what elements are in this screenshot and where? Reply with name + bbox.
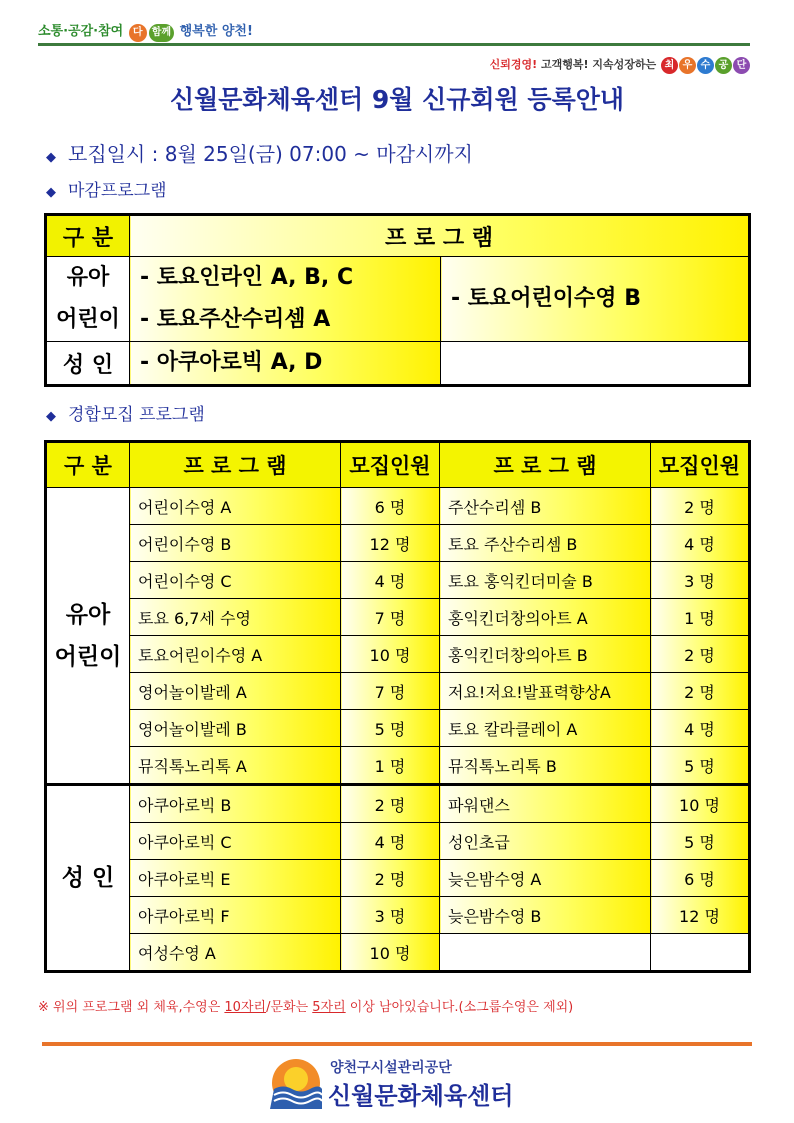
closed-program-item: - 토요어린이수영 B (451, 286, 641, 311)
competitive-heading-text: 경합모집 프로그램 (68, 405, 205, 425)
enrollment-count-cell: 4 명 (651, 710, 750, 747)
closed-category-child (46, 257, 130, 342)
closed-heading (46, 176, 167, 201)
table-row (46, 599, 750, 636)
table-row (46, 636, 750, 673)
note-part3: 이상 남아있습니다.(소그룹수영은 제외) (345, 1000, 574, 1015)
table-row (46, 562, 750, 599)
comp-category-line: 유아 (65, 601, 111, 628)
enrollment-count-cell: 3 명 (341, 897, 440, 934)
note-underline-1: 10자리 (224, 1000, 267, 1015)
enrollment-count-cell: 4 명 (651, 525, 750, 562)
closed-category-adult: 성 인 (46, 342, 130, 386)
program-name-cell: 여성수영 A (130, 934, 341, 972)
enrollment-count-cell (651, 934, 750, 972)
closed-category-child-l1: 유아 (66, 265, 110, 290)
closed-program-item: - 아쿠아로빅 A, D (140, 350, 323, 375)
note-mark: ※ (38, 1000, 49, 1015)
closed-child-right (441, 257, 750, 342)
program-name-cell: 성인초급 (440, 823, 651, 860)
program-name-cell: 뮤직톡노리톡 A (130, 747, 341, 785)
closed-program-item: - 토요주산수리셈 A (140, 307, 331, 332)
recruit-date-text: 모집일시 : 8월 25일(금) 07:00 ~ 마감시까지 (68, 142, 473, 166)
slogan-left (38, 20, 253, 42)
program-name-cell: 아쿠아로빅 C (130, 823, 341, 860)
slogan-mark-1: 다 (129, 24, 147, 42)
closed-category-child-l2: 어린이 (56, 307, 120, 332)
enrollment-count-cell: 5 명 (651, 747, 750, 785)
enrollment-count-cell: 4 명 (341, 562, 440, 599)
closed-program-item: - 토요인라인 A, B, C (140, 265, 354, 290)
program-name-cell: 영어놀이발레 B (130, 710, 341, 747)
slogan-badge-4: 공 (715, 57, 732, 74)
table-row (46, 710, 750, 747)
enrollment-count-cell: 7 명 (341, 599, 440, 636)
table-row (46, 525, 750, 562)
enrollment-count-cell: 2 명 (341, 860, 440, 897)
slogan-right (490, 56, 750, 74)
program-name-cell: 홍익킨더창의아트 A (440, 599, 651, 636)
program-name-cell (440, 934, 651, 972)
slogan-left-prefix: 소통·공감·참여 (38, 24, 124, 39)
closed-heading-text: 마감프로그램 (68, 181, 167, 201)
table-row (46, 860, 750, 897)
enrollment-count-cell: 10 명 (651, 785, 750, 823)
closed-adult-left (130, 342, 441, 386)
enrollment-count-cell: 7 명 (341, 673, 440, 710)
comp-category-line: 성 인 (61, 865, 115, 891)
table-row (46, 823, 750, 860)
program-name-cell: 어린이수영 C (130, 562, 341, 599)
comp-category (46, 785, 130, 972)
competitive-table-body (46, 488, 750, 972)
enrollment-count-cell: 12 명 (341, 525, 440, 562)
slogan-badges (660, 58, 750, 71)
program-name-cell: 아쿠아로빅 E (130, 860, 341, 897)
program-name-cell: 토요 주산수리셈 B (440, 525, 651, 562)
slogan-right-red: 신뢰경영! (489, 58, 538, 71)
comp-category-line: 어린이 (54, 643, 122, 670)
footer-org-sub: 양천구시설관리공단 (330, 1060, 452, 1076)
closed-header-category: 구 분 (46, 215, 130, 257)
closed-program-table (44, 213, 751, 387)
slogan-badge-3: 수 (697, 57, 714, 74)
program-name-cell: 아쿠아로빅 F (130, 897, 341, 934)
program-name-cell: 늦은밤수영 B (440, 897, 651, 934)
closed-adult-right (441, 342, 750, 386)
enrollment-count-cell: 3 명 (651, 562, 750, 599)
program-name-cell: 홍익킨더창의아트 B (440, 636, 651, 673)
slogan-mark-2: 함께 (149, 24, 174, 42)
note-part2: /문화는 (266, 1000, 313, 1015)
comp-header-category: 구 분 (46, 442, 130, 488)
program-name-cell: 어린이수영 B (130, 525, 341, 562)
program-name-cell: 토요 6,7세 수영 (130, 599, 341, 636)
program-name-cell: 토요 칼라클레이 A (440, 710, 651, 747)
enrollment-count-cell: 10 명 (341, 934, 440, 972)
program-name-cell: 토요 홍익킨더미술 B (440, 562, 651, 599)
table-row (46, 785, 750, 823)
enrollment-count-cell: 5 명 (651, 823, 750, 860)
program-name-cell: 주산수리셈 B (440, 488, 651, 525)
comp-header-program-1: 프 로 그 램 (130, 442, 341, 488)
enrollment-count-cell: 10 명 (341, 636, 440, 673)
slogan-badge-2: 우 (679, 57, 696, 74)
enrollment-count-cell: 2 명 (651, 488, 750, 525)
competitive-heading (46, 400, 205, 425)
recruit-date (46, 138, 473, 167)
comp-category (46, 488, 130, 785)
enrollment-count-cell: 4 명 (341, 823, 440, 860)
enrollment-count-cell: 1 명 (341, 747, 440, 785)
sun-wave-logo-icon (270, 1057, 322, 1109)
slogan-badge-1: 최 (661, 57, 678, 74)
enrollment-count-cell: 12 명 (651, 897, 750, 934)
enrollment-count-cell: 5 명 (341, 710, 440, 747)
header-divider (38, 43, 750, 46)
note-part1: 위의 프로그램 외 체육,수영은 (48, 1000, 225, 1015)
table-row (46, 747, 750, 785)
program-name-cell: 뮤직톡노리톡 B (440, 747, 651, 785)
program-name-cell: 토요어린이수영 A (130, 636, 341, 673)
footer-org-main: 신월문화체육센터 (328, 1082, 514, 1110)
closed-child-left (130, 257, 441, 342)
program-name-cell: 늦은밤수영 A (440, 860, 651, 897)
table-row (46, 673, 750, 710)
program-name-cell: 영어놀이발레 A (130, 673, 341, 710)
note (38, 996, 573, 1015)
table-row (46, 488, 750, 525)
program-name-cell: 어린이수영 A (130, 488, 341, 525)
enrollment-count-cell: 1 명 (651, 599, 750, 636)
enrollment-count-cell: 2 명 (341, 785, 440, 823)
table-row (46, 934, 750, 972)
page-title: 신월문화체육센터 9월 신규회원 등록안내 (169, 85, 625, 114)
enrollment-count-cell: 6 명 (651, 860, 750, 897)
enrollment-count-cell: 6 명 (341, 488, 440, 525)
table-row (46, 897, 750, 934)
closed-header-program: 프 로 그 램 (130, 215, 750, 257)
comp-header-program-2: 프 로 그 램 (440, 442, 651, 488)
footer-divider (42, 1042, 752, 1046)
slogan-badge-5: 단 (733, 57, 750, 74)
diamond-bullet-icon: ◆ (46, 409, 56, 424)
program-name-cell: 아쿠아로빅 B (130, 785, 341, 823)
diamond-bullet-icon: ◆ (46, 150, 56, 165)
comp-header-count-2: 모집인원 (651, 442, 750, 488)
slogan-left-tail: 행복한 양천! (179, 24, 253, 39)
program-name-cell: 파워댄스 (440, 785, 651, 823)
competitive-program-table (44, 440, 751, 973)
slogan-right-mid: 고객행복! 지속성장하는 (541, 58, 657, 71)
enrollment-count-cell: 2 명 (651, 636, 750, 673)
program-name-cell: 저요!저요!발표력향상A (440, 673, 651, 710)
comp-header-count-1: 모집인원 (341, 442, 440, 488)
diamond-bullet-icon: ◆ (46, 185, 56, 200)
note-underline-2: 5자리 (312, 1000, 346, 1015)
enrollment-count-cell: 2 명 (651, 673, 750, 710)
